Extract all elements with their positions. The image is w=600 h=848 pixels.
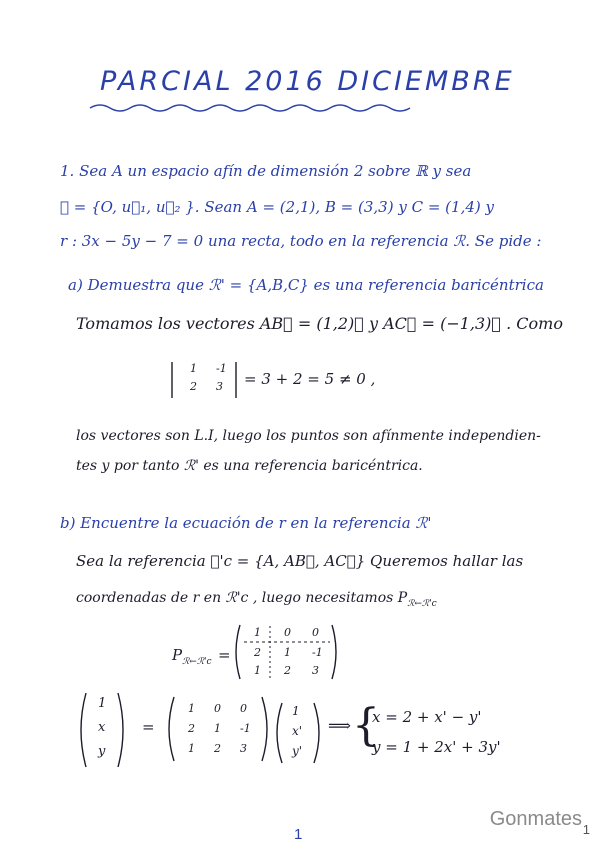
transform-matrix [164, 694, 272, 764]
p-matrix-label: $P_{ℛ\leftarrow ℛ'c}$ [172, 646, 212, 667]
t-cell: 3 [240, 742, 247, 755]
problem-line-2: ℛ = {O, u⃗₁, u⃗₂ }. Sean A = (2,1), B = (3,3) y C = (1,4) y [60, 198, 494, 216]
implies-arrow: ⟹ [328, 716, 351, 735]
t-cell: 0 [214, 702, 221, 715]
matrix-equation-equals: = [142, 718, 155, 736]
det-cell: -1 [216, 362, 227, 375]
rhs-cell: y' [292, 744, 303, 758]
p-cell: 3 [312, 664, 319, 677]
p-cell: 2 [284, 664, 291, 677]
p-cell: 0 [312, 626, 319, 639]
t-cell: -1 [240, 722, 251, 735]
page-number: 1 [294, 826, 303, 843]
corner-page-number: 1 [582, 822, 590, 837]
p-cell: 1 [254, 664, 261, 677]
t-cell: 2 [188, 722, 195, 735]
det-cell: 3 [216, 380, 223, 393]
system-brace: { [352, 700, 380, 751]
title-underline [88, 100, 418, 114]
t-cell: 2 [214, 742, 221, 755]
rhs-vector [272, 700, 324, 766]
problem-line-1: 1. Sea A un espacio afín de dimensión 2 sobre ℝ y sea [60, 162, 472, 180]
problem-line-3: r : 3x − 5y − 7 = 0 una recta, todo en la referencia ℛ. Se pide : [60, 232, 542, 250]
p-cell: 1 [284, 646, 291, 659]
det-cell: 2 [190, 380, 197, 393]
part-a-line-3: tes y por tanto ℛ' es una referencia baricéntrica. [76, 458, 423, 474]
part-b-line-1: Sea la referencia ℛ'c = {A, AB⃗, AC⃗} Queremos hallar las [76, 552, 524, 570]
t-cell: 0 [240, 702, 247, 715]
part-a-heading: a) Demuestra que ℛ' = {A,B,C} es una referencia baricéntrica [68, 276, 544, 294]
lhs-cell: 1 [98, 696, 107, 711]
lhs-cell: y [98, 744, 106, 759]
part-b-line-2: coordenadas de r en ℛ'c , luego necesitamos $P_{ℛ\leftarrow ℛ'c}$ [76, 590, 437, 609]
determinant [168, 360, 248, 400]
p-cell: 1 [254, 626, 261, 639]
determinant-result: = 3 + 2 = 5 ≠ 0 , [244, 370, 376, 388]
lhs-vector [76, 690, 128, 770]
system-equation-1: x = 2 + x' − y' [372, 708, 482, 726]
part-b-heading: b) Encuentre la ecuación de r en la referencia ℛ' [60, 514, 432, 532]
part-a-line-2: los vectores son L.I, luego los puntos son afínmente independien- [76, 428, 541, 444]
p-matrix [232, 622, 342, 682]
p-matrix-equals: = [218, 646, 231, 664]
t-cell: 1 [214, 722, 221, 735]
brand-watermark: Gonmates [489, 808, 582, 830]
det-cell: 1 [190, 362, 197, 375]
rhs-cell: x' [292, 724, 303, 738]
rhs-cell: 1 [292, 704, 300, 718]
t-cell: 1 [188, 742, 195, 755]
t-cell: 1 [188, 702, 195, 715]
part-a-line-1: Tomamos los vectores AB⃗ = (1,2)ℛ y AC⃗ = (−1,3)ℛ . Como [76, 314, 563, 333]
p-cell: -1 [312, 646, 323, 659]
system-equation-2: y = 1 + 2x' + 3y' [372, 738, 501, 756]
lhs-cell: x [98, 720, 106, 735]
page-title: PARCIAL 2016 DICIEMBRE [100, 66, 515, 97]
p-cell: 2 [254, 646, 261, 659]
p-cell: 0 [284, 626, 291, 639]
